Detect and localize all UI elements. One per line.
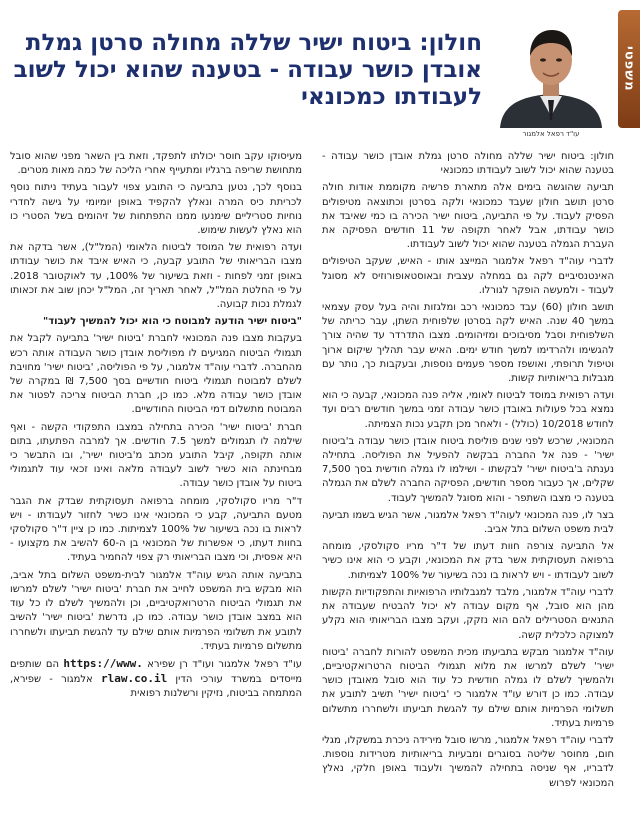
article-paragraph: ד"ר מריו סקולסקי, מומחה ברפואה תעסוקתית שבדק את הגבר מטעם התביעה, קבע כי המכונאי אינו כשיר לחזור לעבודתו - ויש לראות בו נכה בשיעור של 100% לצמיתות. כמו כן ציין ד"ר סקולסקי בחוות דעתו, כי אפשרות של המכונאי בן ה-60 להשיב את מקצועו - היא אפסית, וכי מצבו הבריאותי רק צפוי להחמיר בעתיד.	[10, 495, 302, 564]
article-column-right	[322, 150, 614, 820]
photo-caption: עו"ד רפאל אלמגור	[522, 130, 580, 138]
article-paragraph: בתביעה אותה הגיש עוה"ד אלמגור לבית-משפט השלום בתל אביב, הוא מבקש בית המשפט לחייב את חברת 'ביטוח ישיר' לשלם למרשו את תגמולי הביטוח הרטרואקטיביים, וכן ולהמשיך לשלם לו כל עוד הוא במצב אובדן כושר עבודה. כמו כן, נדרשת 'ביטוח ישיר' להשיב לתובע את תשלומי הפרמיות אותם שילם עד להגשת תביעתו ולשחררו מתשלום פרמיות בעתיד.	[10, 569, 302, 652]
article-subheading: "ביטוח ישיר הודעה למבוטח כי הוא יכול להמשיך לעבוד"	[43, 316, 302, 328]
article-paragraph: בנוסף לכך, נטען בתביעה כי התובע צפוי לעבור בעתיד ניתוח נוסף לכריתת כיס המרה ונאלץ להקפיד באופן יומיומי על גישה לחדרי נוחיות סטריליים שימנעו ממנו התפתחות של זיהומים בשל הסטרי כו הוא נאלץ לעשות שימוש.	[10, 182, 302, 237]
author-role: הם שותפים מייסדים במשרד עורכי הדין	[10, 658, 302, 686]
headline: חולון: ביטוח ישיר שללה מחולה סרטן גמלת אובדן כושר עבודה - בטענה שהוא יכול לשוב לעבודתו כמכונאי	[13, 30, 482, 110]
article-paragraph: תושב חולון (60) עבד כמכונאי רכב ומלגזות והיה בעל עסק עצמאי במשך 40 שנה. האיש לקה בסרטן שלפוחית השתן, עבר כריתה של השלפוחית וסבל מסיבוכים ומזיהומים. מצבו התדרדר עד שהיה צורך להגשימו ולהרדימו למשך חודש ימים. האיש עבר תהליך שיקום ארוך וטיפול תרופתי, ואושפז מספר פעמים נוספות, ובעקבות כך, נותר עם מגבלות בריאותיות קשות.	[322, 302, 614, 385]
lawyer-photo	[492, 16, 610, 128]
article-paragraph: ועדה רפואית במוסד לביטוח לאומי, אליה פנה המכונאי, קבעה כי הוא נמצא בכל פעולות באובדן כושר עבודה זמני במשך חודשים רבים ועד לחודש 10/2018 (כולל) - ולאחר מכן תקבע נכות הצמיתה.	[322, 390, 614, 430]
article-paragraph: בצר לו, פנה המכונאי לעוה"ד רפאל אלמגור, אשר הגיש בשמו תביעה לבית משפט השלום בתל אביב.	[322, 509, 614, 536]
article-paragraph: אל התביעה צורפה חוות דעתו של ד"ר מריו סקולסקי, מומחה ברפואה תעסוקתית אשר בדק את המכונאי, וקבע כי הוא אינו כשיר לשוב לעבודתו - ויש לראות בו נכה בשיעור של 100% לצמיתות.	[322, 541, 614, 581]
article-paragraph: עוה"ד אלמגור מבקש בתביעתו מכית המשפט להורות לחברה 'ביטוח ישיר' לשלם למרשו את מלוא תגמולי הביטוח הרטרואקטיביים, ולהמשיך לשלם לו גמלה חודשית כל עוד הוא סובל מאובדן כושר עבודה. כמו כן דורש עו"ד אלמגור כי 'ביטוח ישיר' תשיב לתובע את תשלומי הפרמיות אותם שילם עד להגשת תביעתו ולשחררו מתשלום פרמיות בעתיד.	[322, 646, 614, 729]
website-url-part2[interactable]: rlaw.co.il	[100, 672, 168, 686]
author-names: עו"ד רפאל אלמגור ועו"ד רן שפירא	[147, 658, 302, 670]
section-tab	[618, 10, 640, 128]
article-columns	[10, 150, 614, 820]
firm-description: אלמגור - שפירא, המתמחה בביטוח, נזיקין ורשלנות רפואית	[10, 674, 302, 700]
article-paragraph: לדברי עוה"ד רפאל אלמגור המייצג אותו - האיש, שעקב הטיפולים האינטנסיביים לקה גם במחלה עצבית ובאוסטאופורוזיס לא מסוגל לעבוד - ולמעשה הופקר לגורלו.	[322, 256, 614, 296]
section-tab-label: משפטי	[621, 46, 637, 92]
article-paragraph: לדברי עוה"ד אלמגור, מלבד למגבלותיו הרפואיות והתפקודיות הקשות מהן הוא סובל, אף מקום עבודה לא יכול להבטיח שעבודה את התנאים הסטרילים להם הוא נזקק, ועקב מצבו הבריאותי הוא נקלע למצוקה כלכלית קשה.	[322, 586, 614, 641]
lawyer-portrait-image	[492, 16, 610, 128]
article-paragraph: מעיסוקו עקב חוסר יכולתו לתפקד, וזאת בין השאר מפני שהוא סובל מתחושת שריפה ברגליו ומתעייף אחרי הליכה של כמה מאות מטרים.	[10, 151, 302, 177]
website-url-part1[interactable]: https://www.	[63, 656, 143, 670]
article-paragraph: לדברי עוה"ד רפאל אלמגור, מרשו סובל מירידה ניכרת במשקלו, מגלי חום, מחוסר שליטה בסוגרים ומבעיות בריאותיות מטרידות נוספות. לדבריו, אף שניסה בתחילה להמשיך ולעבוד באופן חלקי, נאלץ המכונאי לפרוש	[322, 734, 614, 789]
article-paragraph: המכונאי, שרכש לפני שנים פוליסת ביטוח אובדן כושר עבודה ב'ביטוח ישיר' - פנה אל החברה בבקשה להפעיל את הפוליסה. בתחילה נענתה ב'ביטוח ישיר' לבקשתו - ושילמו לו גמלה חודשית בסך 7,500 שקלים, אך כעבור מספר חודשים, הפסיקה החברה לשלם את הגמלה בטענה כי מצבו השתפר - והוא מסוגל להמשיך לעבוד.	[322, 435, 614, 504]
article-paragraph: ועדה רפואית של המוסד לביטוח הלאומי (המל"ל), אשר בדקה את מצבו הבריאותי של התובע קבעה, כי האיש איבד את כושר עבודתו באופן זמני לפחות - וזאת בשיעור של 100%, עד לאוקטובר 2018. על פי החלטת המל"ל, לאחר תאריך זה, המל"ל יכחן שוב את זכאותו לגמלת נכות קבועה.	[10, 242, 302, 311]
article-paragraph: חברת 'ביטוח ישיר' הכירה בתחילה במצבו התפקודי הקשה - ואף שילמה לו תגמולים למשך 7.5 חודשים. אך למרבה הפתעתו, בתום אותה תקופה, קיבל התובע מכתב מ'ביטוח ישיר', ובו התבשר כי מבחינתה הוא כשיר לשוב לעבודה מלאה ואינו זכאי עוד לתגמולי ביטוח על אובדן כושר עבודה.	[10, 421, 302, 490]
article-paragraph: בעקבות מצבו פנה המכונאי לחברת 'ביטוח ישיר' בתביעה לקבל את תגמולי הביטוח המגיעים לו מפוליסת אובדן כושר העבודה אותה רכש מהחברה. לדברי עוה"ד אלמגור, על פי הפוליסה, 'ביטוח ישיר' מחויבת לשלם למבוטח תגמולי ביטוח חודשיים בסך 7,500 ₪ במקרה של אובדן כושר עבודה מלא. כמו כן, חברת הביטוח צריכה לפטור את המבוטח מתשלום דמי הביטוח החודשיים.	[10, 333, 302, 416]
article-paragraph: חולון: ביטוח ישיר שללה מחולה סרטן גמלת אובדן כושר עבודה - בטענה שהוא יכול לשוב לעבודתו כמכונאי	[322, 151, 614, 177]
author-bio	[10, 657, 302, 702]
article-paragraph: תביעה שהוגשה בימים אלה מתארת פרשיה מקוממת אודות חולה סרטן תושב חולון שעבד כמכונאי ולקה בסרטן וכתוצאה מטיפולים הפסיק לעבוד. על פי התביעה, ביטוח ישיר הכירה בו כמי שאיבד את כושר עבודתו, אבל לאחר תקופה של 11 חודשים הפסיקה את העברת הגמלה בטענה שהוא יכול לשוב לעבודתו.	[322, 182, 614, 251]
article-column-left	[10, 150, 302, 820]
